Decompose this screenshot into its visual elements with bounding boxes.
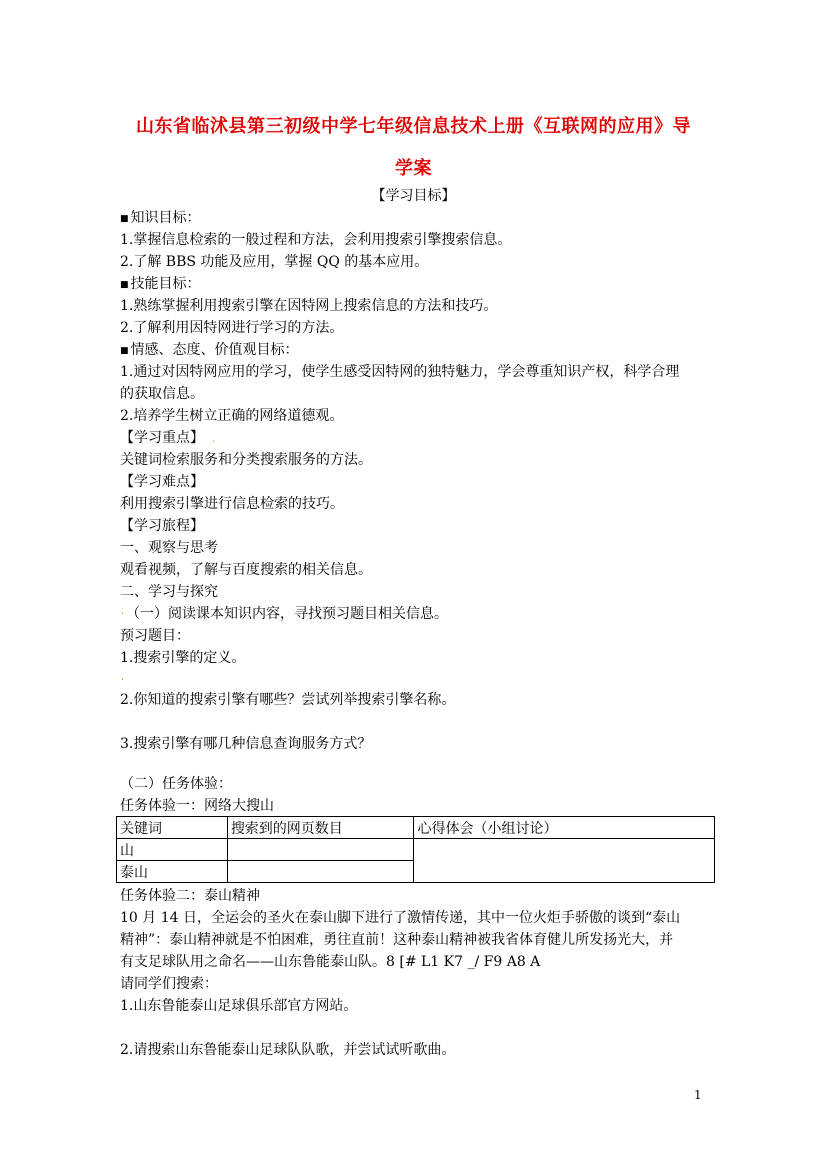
emotion-item-2: 2.培养学生树立正确的网络道德观。: [120, 408, 344, 424]
decorative-dot: .: [212, 434, 216, 445]
focus-text: 关键词检索服务和分类搜索服务的方法。: [120, 452, 372, 468]
table-row: [117, 839, 715, 861]
task2-paragraph-line1: 10 月 14 日，全运会的圣火在泰山脚下进行了激情传递，其中一位火炬手骄傲的谈到“泰山: [120, 910, 681, 926]
search-results-table: [116, 816, 715, 883]
table-header-row: [117, 817, 715, 839]
preview-q2: 2.你知道的搜索引擎有哪些？尝试列举搜索引擎名称。: [120, 692, 456, 708]
knowledge-label: ■ 知识目标：: [120, 208, 201, 230]
document-title-line2: 学案: [395, 158, 432, 179]
knowledge-item-1: 1.掌握信息检索的一般过程和方法，会利用搜索引擎搜索信息。: [120, 232, 512, 248]
search-task-1: 1.山东鲁能泰山足球俱乐部官方网站。: [120, 998, 358, 1014]
emotion-item-1b: 的获取信息。: [120, 386, 204, 402]
table-cell-keyword: 山: [117, 839, 228, 861]
difficulty-heading: 【学习难点】: [120, 474, 204, 490]
knowledge-item-2: 2.了解 BBS 功能及应用，掌握 QQ 的基本应用。: [120, 254, 429, 270]
journey-part1: 一、观察与思考: [120, 540, 218, 556]
focus-heading: 【学习重点】: [120, 430, 204, 446]
journey-sub2: （二）任务体验：: [120, 776, 232, 792]
table-cell-keyword: 泰山: [117, 861, 228, 883]
emotion-item-1a: 1.通过对因特网应用的学习，使学生感受因特网的独特魅力，学会尊重知识产权，科学合理: [120, 364, 680, 380]
journey-sub1: （一）阅读课本知识内容，寻找预习题目相关信息。: [126, 606, 448, 622]
task2-paragraph-line2: 精神”：泰山精神就是不怕困难，勇往直前！这种泰山精神被我省体育健儿所发扬光大，并: [120, 932, 674, 948]
skill-label: ■ 技能目标：: [120, 274, 201, 296]
table-cell-notes: [414, 839, 715, 883]
preview-q3: 3.搜索引擎有哪几种信息查询服务方式？: [120, 736, 372, 752]
journey-part2: 二、学习与探究: [120, 584, 218, 600]
task2-paragraph-line3: 有支足球队用之命名——山东鲁能泰山队。8 [# L1 K7 _/ F9 A8 A: [120, 954, 541, 970]
task1-title: 任务体验一：网络大搜山: [120, 798, 274, 814]
skill-item-2: 2.了解利用因特网进行学习的方法。: [120, 320, 344, 336]
objectives-heading: 【学习目标】: [371, 188, 456, 204]
table-header-cell: 搜索到的网页数目: [227, 817, 414, 839]
table-cell-count: [227, 861, 414, 883]
decorative-dot: .: [121, 606, 125, 617]
page-number: 1: [694, 1088, 702, 1102]
table-header-cell: 心得体会（小组讨论）: [414, 817, 715, 839]
search-task-2: 2.请搜索山东鲁能泰山足球队队歌，并尝试试听歌曲。: [120, 1042, 456, 1058]
skill-item-1: 1.熟练掌握利用搜索引擎在因特网上搜索信息的方法和技巧。: [120, 298, 498, 314]
search-prompt: 请同学们搜索：: [120, 976, 218, 992]
journey-heading: 【学习旅程】: [120, 518, 204, 534]
decorative-dot: .: [121, 672, 125, 683]
task2-title: 任务体验二：泰山精神: [120, 888, 260, 904]
emotion-label: ■ 情感、态度、价值观目标：: [120, 340, 299, 362]
document-title-line1: 山东省临沭县第三初级中学七年级信息技术上册《互联网的应用》导: [136, 116, 691, 137]
table-header-cell: 关键词: [117, 817, 228, 839]
preview-q1: 1.搜索引擎的定义。: [120, 650, 246, 666]
difficulty-text: 利用搜索引擎进行信息检索的技巧。: [120, 496, 344, 512]
preview-label: 预习题目：: [120, 628, 190, 644]
journey-part1-text: 观看视频，了解与百度搜索的相关信息。: [120, 562, 372, 578]
table-cell-count: [227, 839, 414, 861]
